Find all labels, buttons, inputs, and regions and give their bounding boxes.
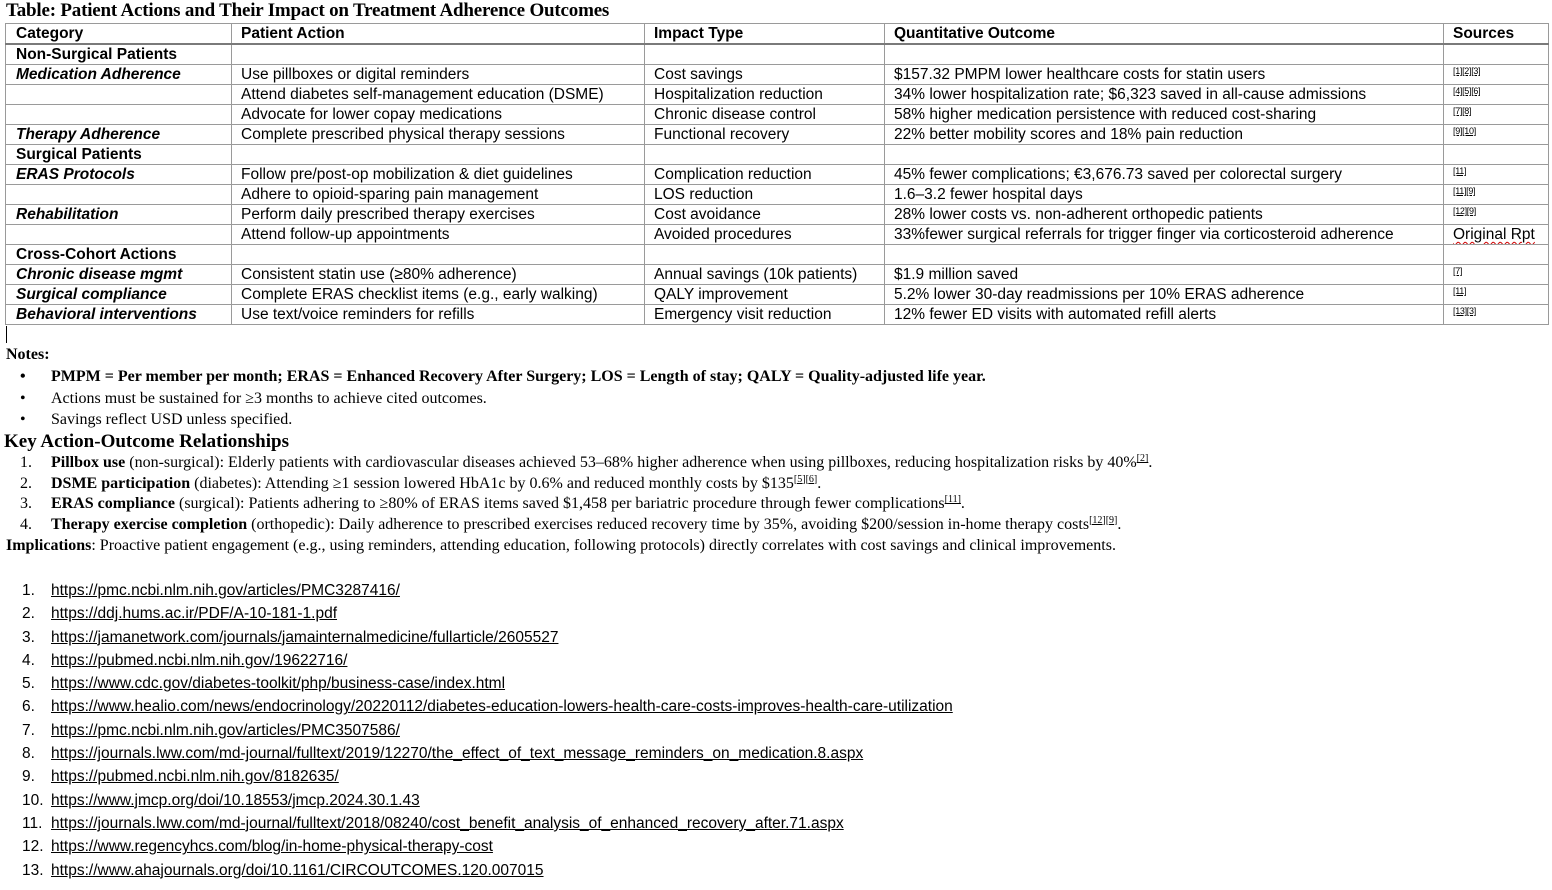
- action-cell: Adhere to opioid-sparing pain management: [232, 185, 645, 205]
- table-row: [6, 105, 1549, 125]
- category-cell: Surgical Patients: [6, 145, 232, 165]
- reference-number: 4.: [22, 651, 35, 669]
- sources-cell: [1444, 205, 1549, 225]
- item-period: .: [817, 474, 822, 492]
- reference-number: 2.: [22, 605, 35, 623]
- impact-cell: [645, 245, 885, 265]
- reference-number: 8.: [22, 745, 35, 763]
- table-title: Table: Patient Actions and Their Impact on Treatment Adherence Outcomes: [6, 0, 610, 21]
- reference-number: 1.: [22, 582, 35, 599]
- action-cell: Consistent statin use (≥80% adherence): [232, 265, 645, 285]
- category-cell: Medication Adherence: [6, 65, 232, 85]
- category-cell: Behavioral interventions: [6, 305, 232, 325]
- item-text: Elderly patients with cardiovascular diseases achieved 53–68% higher adherence when using pillboxes, reducing hospitalization risks by 40%: [228, 454, 1137, 471]
- note-item: • Savings reflect USD unless specified.: [0, 409, 986, 431]
- outcome-cell: [885, 145, 1444, 165]
- reference-link[interactable]: https://pubmed.ncbi.nlm.nih.gov/8182635/: [51, 768, 339, 786]
- sources-cell: [1444, 185, 1549, 205]
- outcome-cell: $157.32 PMPM lower healthcare costs for statin users: [885, 65, 1444, 85]
- relationship-item: [0, 515, 1152, 536]
- reference-number: 3.: [22, 628, 35, 646]
- reference-number: 10.: [22, 791, 44, 809]
- impact-cell: Complication reduction: [645, 165, 885, 185]
- category-cell: Therapy Adherence: [6, 125, 232, 145]
- item-text: Daily adherence to prescribed exercises reduced recovery time by 35%, avoiding $200/session in-home therapy costs: [338, 515, 1090, 533]
- outcome-cell: 5.2% lower 30-day readmissions per 10% ERAS adherence: [885, 285, 1444, 305]
- reference-link[interactable]: https://journals.lww.com/md-journal/fulltext/2018/08240/cost_benefit_analysis_of_enhanced_recovery_after.71.aspx: [51, 814, 844, 832]
- source-citation-link[interactable]: [11][9]: [1453, 186, 1476, 196]
- item-term: Pillbox use: [51, 454, 126, 471]
- sources-cell: [1444, 145, 1549, 165]
- note-item: • PMPM = Per member per month; ERAS = Enhanced Recovery After Surgery; LOS = Length of stay; QALY = Quality-adjusted life year.: [0, 366, 986, 388]
- impact-cell: Hospitalization reduction: [645, 85, 885, 105]
- item-period: .: [1117, 515, 1122, 533]
- source-citation-link[interactable]: [9][10]: [1453, 126, 1476, 136]
- outcome-cell: 1.6–3.2 fewer hospital days: [885, 185, 1444, 205]
- action-cell: Perform daily prescribed therapy exercises: [232, 205, 645, 225]
- source-text-original-report: Original Rpt: [1453, 226, 1535, 243]
- item-text: Attending ≥1 session lowered HbA1c by 0.6% and reduced monthly costs by $135: [264, 474, 794, 492]
- table-row: [6, 85, 1549, 105]
- reference-number: 11.: [22, 814, 43, 832]
- outcome-cell: [885, 245, 1444, 265]
- source-citation-link[interactable]: [7][8]: [1453, 106, 1472, 116]
- citation-link[interactable]: [12][9]: [1089, 514, 1118, 526]
- sources-cell: [1444, 245, 1549, 265]
- reference-number: 9.: [22, 768, 35, 786]
- table-row: [6, 65, 1549, 85]
- reference-link[interactable]: https://www.ahajournals.org/doi/10.1161/CIRCOUTCOMES.120.007015: [51, 861, 544, 879]
- implications-paragraph: [6, 536, 1116, 556]
- column-header-quantitative-outcome: Quantitative Outcome: [885, 24, 1444, 45]
- category-cell: [6, 225, 232, 245]
- item-qualifier: (diabetes):: [190, 474, 265, 492]
- item-qualifier: (orthopedic):: [247, 515, 339, 533]
- item-term: DSME participation: [51, 474, 191, 492]
- sources-cell: [1444, 125, 1549, 145]
- table-header-row: [6, 24, 1549, 45]
- notes-heading: Notes:: [6, 346, 50, 363]
- sources-cell: [1444, 285, 1549, 305]
- reference-number: 5.: [22, 675, 35, 693]
- action-cell: Attend follow-up appointments: [232, 225, 645, 245]
- impact-cell: Cost avoidance: [645, 205, 885, 225]
- outcome-cell: 22% better mobility scores and 18% pain reduction: [885, 125, 1444, 145]
- item-number: 1.: [20, 454, 32, 471]
- category-cell: [6, 185, 232, 205]
- reference-link[interactable]: https://pmc.ncbi.nlm.nih.gov/articles/PMC3287416/: [51, 582, 400, 599]
- item-number: 2.: [20, 474, 32, 492]
- sources-cell: [1444, 305, 1549, 325]
- impact-cell: LOS reduction: [645, 185, 885, 205]
- table-row-group: [6, 245, 1549, 265]
- relationship-item: [0, 453, 1152, 474]
- reference-link[interactable]: https://jamanetwork.com/journals/jamainternalmedicine/fullarticle/2605527: [51, 628, 559, 646]
- outcome-cell: 45% fewer complications; €3,676.73 saved per colorectal surgery: [885, 165, 1444, 185]
- reference-link[interactable]: https://www.jmcp.org/doi/10.18553/jmcp.2024.30.1.43: [51, 791, 420, 809]
- reference-item: [0, 695, 953, 718]
- category-text: Chronic disease mgmt: [16, 266, 183, 283]
- citation-link[interactable]: [5][6]: [793, 473, 818, 485]
- category-cell: [6, 85, 232, 105]
- reference-link[interactable]: https://www.cdc.gov/diabetes-toolkit/php/business-case/index.html: [51, 675, 506, 693]
- source-citation-link[interactable]: [1][2][3]: [1453, 66, 1481, 76]
- table-row: [6, 225, 1549, 245]
- reference-item: [0, 765, 953, 788]
- table-row: [6, 305, 1549, 325]
- impact-cell: Avoided procedures: [645, 225, 885, 245]
- item-term: ERAS compliance: [51, 495, 175, 512]
- action-cell: Use pillboxes or digital reminders: [232, 65, 645, 85]
- reference-item: [0, 626, 953, 649]
- table-row-group: [6, 145, 1549, 165]
- sources-cell: [1444, 105, 1549, 125]
- category-cell: Non-Surgical Patients: [6, 44, 232, 65]
- impact-cell: Emergency visit reduction: [645, 305, 885, 325]
- source-citation-link[interactable]: [13][3]: [1453, 306, 1476, 316]
- key-relationships-list: [0, 453, 1152, 535]
- column-header-impact-type: Impact Type: [645, 24, 885, 45]
- reference-item: [0, 789, 953, 812]
- action-cell: Advocate for lower copay medications: [232, 105, 645, 125]
- reference-number: 6.: [22, 698, 35, 716]
- reference-item: [0, 579, 953, 602]
- reference-link[interactable]: https://pubmed.ncbi.nlm.nih.gov/19622716/: [51, 651, 348, 669]
- action-cell: Complete ERAS checklist items (e.g., early walking): [232, 285, 645, 305]
- action-cell: Attend diabetes self-management education (DSME): [232, 85, 645, 105]
- references-list: [0, 579, 953, 882]
- item-term: Therapy exercise completion: [51, 515, 248, 533]
- category-cell: [6, 105, 232, 125]
- relationship-item: [0, 474, 1152, 495]
- source-citation-link[interactable]: [11]: [1453, 286, 1467, 296]
- reference-number: 7.: [22, 721, 35, 739]
- column-header-category: Category: [6, 24, 232, 45]
- implications-label: Implications: [6, 537, 92, 554]
- table-row: [6, 265, 1549, 285]
- sources-cell: [1444, 165, 1549, 185]
- sources-cell: [1444, 44, 1549, 65]
- relationship-item: [0, 494, 1152, 515]
- item-number: 3.: [20, 495, 32, 512]
- source-citation-link[interactable]: [4][5][6]: [1453, 86, 1481, 96]
- category-cell: ERAS Protocols: [6, 165, 232, 185]
- impact-cell: QALY improvement: [645, 285, 885, 305]
- action-cell: Follow pre/post-op mobilization & diet guidelines: [232, 165, 645, 185]
- item-text: Patients adhering to ≥80% of ERAS items saved $1,458 per bariatric procedure through fewer complications: [248, 495, 945, 512]
- key-relationships-heading: Key Action-Outcome Relationships: [4, 431, 289, 452]
- item-number: 4.: [20, 515, 32, 533]
- reference-link[interactable]: https://www.regencyhcs.com/blog/in-home-physical-therapy-cost: [51, 838, 493, 856]
- outcome-cell: 28% lower costs vs. non-adherent orthopedic patients: [885, 205, 1444, 225]
- citation-link[interactable]: [2]: [1136, 453, 1149, 464]
- impact-cell: Cost savings: [645, 65, 885, 85]
- action-cell: [232, 145, 645, 165]
- table-row: [6, 125, 1549, 145]
- action-cell: [232, 245, 645, 265]
- outcome-cell: $1.9 million saved: [885, 265, 1444, 285]
- outcome-cell: 34% lower hospitalization rate; $6,323 saved in all-cause admissions: [885, 85, 1444, 105]
- table-row: [6, 285, 1549, 305]
- impact-cell: [645, 145, 885, 165]
- category-cell: Cross-Cohort Actions: [6, 245, 232, 265]
- implications-text: : Proactive patient engagement (e.g., using reminders, attending education, following protocols) directly correlates with cost savings and clinical improvements.: [91, 537, 1116, 554]
- reference-item: [0, 649, 953, 672]
- source-citation-link[interactable]: [12][9]: [1453, 206, 1476, 216]
- source-citation-link[interactable]: [7]: [1453, 266, 1463, 276]
- reference-number: 13.: [22, 861, 44, 879]
- column-header-sources: Sources: [1444, 24, 1549, 45]
- reference-link[interactable]: https://journals.lww.com/md-journal/fulltext/2019/12270/the_effect_of_text_message_reminders_on_medication.8.aspx: [51, 745, 864, 763]
- outcome-cell: 12% fewer ED visits with automated refill alerts: [885, 305, 1444, 325]
- reference-link[interactable]: https://pmc.ncbi.nlm.nih.gov/articles/PMC3507586/: [51, 721, 400, 739]
- table-row: [6, 185, 1549, 205]
- item-qualifier: (surgical):: [175, 495, 249, 512]
- sources-cell: [1444, 225, 1549, 245]
- category-cell: [6, 265, 232, 285]
- sources-cell: [1444, 265, 1549, 285]
- reference-item: [0, 835, 953, 858]
- impact-cell: Chronic disease control: [645, 105, 885, 125]
- reference-item: [0, 672, 953, 695]
- reference-number: 12.: [22, 838, 44, 856]
- impact-cell: Functional recovery: [645, 125, 885, 145]
- table-row-group: [6, 44, 1549, 65]
- source-citation-link[interactable]: [11]: [1453, 166, 1467, 176]
- table-row: [6, 205, 1549, 225]
- impact-cell: [645, 44, 885, 65]
- impact-cell: Annual savings (10k patients): [645, 265, 885, 285]
- action-cell: Complete prescribed physical therapy sessions: [232, 125, 645, 145]
- reference-link[interactable]: https://www.healio.com/news/endocrinology/20220112/diabetes-education-lowers-health-care-costs-improves-health-care-utilization: [51, 698, 953, 716]
- outcome-cell: 33%fewer surgical referrals for trigger finger via corticosteroid adherence: [885, 225, 1444, 245]
- item-period: .: [960, 495, 965, 512]
- action-cell: [232, 44, 645, 65]
- sources-cell: [1444, 85, 1549, 105]
- sources-cell: [1444, 65, 1549, 85]
- notes-list: [0, 366, 986, 431]
- category-cell: Surgical compliance: [6, 285, 232, 305]
- table-row: [6, 165, 1549, 185]
- outcomes-table: [5, 23, 1549, 325]
- action-cell: Use text/voice reminders for refills: [232, 305, 645, 325]
- item-qualifier: (non-surgical):: [125, 454, 229, 471]
- text-cursor: [6, 326, 7, 343]
- outcome-cell: [885, 44, 1444, 65]
- outcome-cell: 58% higher medication persistence with reduced cost-sharing: [885, 105, 1444, 125]
- reference-item: [0, 742, 953, 765]
- reference-item: [0, 812, 953, 835]
- citation-link[interactable]: [11]: [944, 494, 961, 505]
- reference-item: [0, 602, 953, 625]
- category-cell: Rehabilitation: [6, 205, 232, 225]
- item-period: .: [1148, 454, 1153, 471]
- reference-link[interactable]: https://ddj.hums.ac.ir/PDF/A-10-181-1.pdf: [51, 605, 338, 623]
- note-item: • Actions must be sustained for ≥3 months to achieve cited outcomes.: [0, 388, 986, 410]
- reference-item: [0, 859, 953, 882]
- reference-item: [0, 719, 953, 742]
- column-header-patient-action: Patient Action: [232, 24, 645, 45]
